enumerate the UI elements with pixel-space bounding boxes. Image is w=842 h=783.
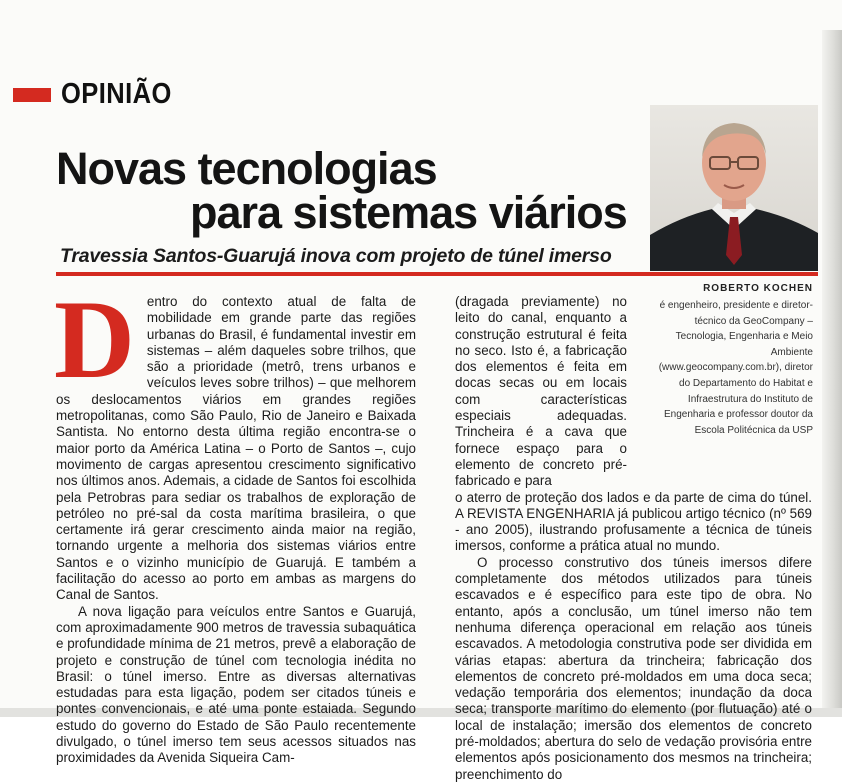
author-bio: é engenheiro, presidente e diretor-técnico da GeoCompany – Tecnologia, Engenharia e Meio Ambiente (www.geocompany.com.br), diretor do Departamento do Habitat e Infraestrutura do Instituto de Engenharia e professor doutor da Escola Politécnica da USP: [658, 300, 813, 436]
page-spine-shadow: [822, 30, 842, 717]
article-paragraph-3: O processo construtivo dos túneis imersos difere completamente dos métodos utilizados para túneis escavados e é específico para este tipo de obra. No entanto, após a conclusão, um túnel imerso não tem nenhuma diferença operacional em relação aos túneis escavados. A metodologia construtiva pode ser dividida em várias etapas: abertura da trincheira; fabricação dos elementos de concreto pré-moldados em uma doca seca; vedação temporária dos elementos; inundação da doca seca; transporte marítimo do elemento (por flutuação) até o local de instalação; imersão dos elementos de concreto pré-moldados; abertura do selo de vedação provisória entre elementos após posicionamento dos mesmos na trincheira; preenchimento do: [455, 554, 812, 782]
article-paragraph-1: [54, 278, 416, 604]
article-column-1: [54, 278, 416, 767]
headline-line-2: para sistemas viários: [190, 187, 627, 238]
column-2-narrow-text: (dragada previamente) no leito do canal, enquanto a construção estrutural é feita no seco. Isto é, a fabricação dos elementos é feita em docas secas ou em locais com características especiais adequadas. Trincheira é a cava que fornece espaço para o elemento de concreto pré-fabricado e para: [455, 294, 627, 489]
section-accent-bar: [13, 88, 51, 102]
author-photo: [650, 105, 818, 271]
column-2-wide-text: o aterro de proteção dos lados e da parte de cima do túnel. A REVISTA ENGENHARIA já publicou artigo técnico (nº 569 - ano 2005), ilustrando profusamente a técnica de túneis imersos, conforme a prática atual no mundo.: [455, 489, 812, 554]
author-name: ROBERTO KOCHEN: [703, 283, 813, 294]
article-paragraph-2: A nova ligação para veículos entre Santos e Guarujá, com aproximadamente 900 metros de travessia subaquática e profundidade mínima de 21 metros, prevê a elaboração de projeto e construção de túnel com tecnologia inédita no Brasil: o túnel imerso. Entre as diversas alternativas estudadas para esta ligação, podem ser citados túneis e pontes convencionais, e até uma ponte estaiada. Segundo estudo do governo do Estado de São Paulo recentemente divulgado, o túnel imerso tem seus acessos situados nas proximidades da Avenida Siqueira Cam-: [56, 603, 416, 766]
headline-line-1: Novas tecnologias: [56, 143, 437, 194]
section-label: OPINIÃO: [61, 78, 172, 110]
author-portrait-image: [650, 105, 818, 271]
headline-rule: [56, 272, 818, 276]
article-column-2: [455, 294, 812, 783]
headline: [56, 143, 646, 238]
section-header: [13, 78, 187, 111]
subheadline: Travessia Santos-Guarujá inova com projeto de túnel imerso: [60, 245, 612, 267]
paragraph-1-text: entro do contexto atual de falta de mobilidade em grande parte das regiões urbanas do Brasil, é fundamental investir em sistemas – além daqueles sobre trilhos, que são a prioridade (metrô, trens urbanos e veículos leves sobre trilhos) – que melhorem os deslocamentos viários em grandes regiões metropolitanas, como São Paulo, Rio de Janeiro e Baixada Santista. No entorno desta última região encontra-se o maior porto da América Latina – o Porto de Santos –, cujo movimento de cargas apresentou crescimento significativo nos últimos anos. Ademais, a cidade de Santos foi escolhida pela Petrobras para sediar os trabalhos de exploração de petróleo no pré-sal da costa marítima brasileira, o que certamente irá gerar crescimento ainda maior na região, tornando urgente a melhoria dos sistemas viários entre Santos e o vizinho município de Guarujá. E também a facilitação do acesso ao porto em ambas as margens do Canal de Santos.: [56, 294, 416, 603]
drop-cap: D: [54, 278, 135, 402]
